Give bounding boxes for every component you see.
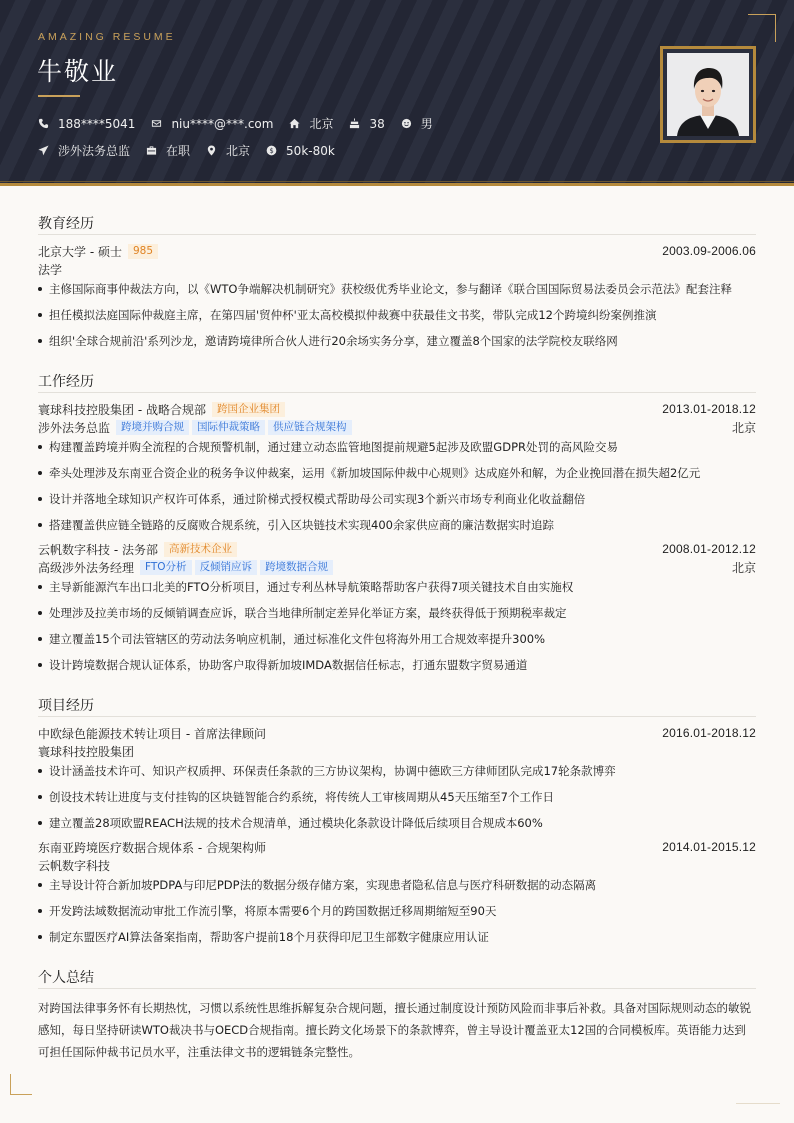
send-icon: [38, 145, 49, 156]
mail-icon: [151, 118, 162, 129]
phone-icon: [38, 118, 49, 129]
list-item: [38, 307, 756, 323]
bullet-dot: [38, 585, 42, 589]
list-item: [38, 281, 756, 297]
list-item: [38, 579, 756, 595]
bullet-dot: [38, 821, 42, 825]
corner-ornament: [10, 1074, 32, 1095]
svg-text:$: $: [269, 146, 274, 155]
bullet-text: 处理涉及拉美市场的反倾销调查应诉，联合当地律所制定差异化举证方案，最终获得低于预期税率裁定: [49, 606, 567, 620]
bullet-text: 搭建覆盖供应链全链路的反腐败合规系统，引入区块链技术实现400余家供应商的廉洁数据实时追踪: [49, 518, 554, 532]
intent-status: [146, 142, 190, 159]
bullet-dot: [38, 637, 42, 641]
contact-city: [289, 115, 333, 132]
project-name: 东南亚跨境医疗数据合规体系 - 合规架构师: [38, 840, 266, 855]
bullet-dot: [38, 909, 42, 913]
job-role-row: [38, 419, 756, 435]
bullet-text: 建立覆盖28项欧盟REACH法规的技术合规清单，通过模块化条款设计降低后续项目合规成本60%: [49, 816, 543, 830]
bullet-text: 构建覆盖跨境并购全流程的合规预警机制，通过建立动态监管地图提前规避5起涉及欧盟GDPR处罚的高风险交易: [49, 440, 619, 454]
education-header: [38, 243, 756, 259]
gender-value: 男: [420, 117, 433, 131]
project-org: 云帆数字科技: [38, 858, 111, 873]
project-header: [38, 725, 756, 741]
corner-ornament: [748, 14, 776, 42]
projects-section-title: 项目经历: [38, 698, 94, 714]
bullet-text: 担任模拟法庭国际仲裁庭主席，在第四届'贸仲杯'亚太高校模拟仲裁赛中获最佳文书奖，带队完成12个跨境纠纷案例推演: [49, 308, 657, 322]
job-location: 北京: [731, 560, 756, 575]
project-org: 寰球科技控股集团: [38, 744, 135, 759]
bullet-text: 设计并落地全球知识产权许可体系，通过阶梯式授权模式帮助母公司实现3个新兴市场专利商业化收益翻倍: [49, 492, 586, 506]
phone-value: 188****5041: [58, 116, 136, 131]
project-org-row: [38, 857, 756, 873]
project-header: [38, 839, 756, 855]
job-role-row: [38, 559, 756, 575]
contact-row: [38, 115, 449, 132]
job-role: 涉外法务总监: [38, 420, 111, 435]
skill-tag: 供应链合规架构: [268, 420, 352, 435]
project-date: 2014.01-2015.12: [662, 840, 756, 854]
list-item: [38, 815, 756, 831]
status-value: 在职: [166, 144, 191, 158]
bullet-text: 主修国际商事仲裁法方向，以《WTO争端解决机制研究》获校级优秀毕业论文，参与翻译《联合国国际贸易法委员会示范法》配套注释: [49, 282, 732, 296]
list-item: [38, 491, 756, 507]
job-company: 寰球科技控股集团 - 战略合规部: [38, 402, 206, 417]
bullet-dot: [38, 523, 42, 527]
work-section-rule: [38, 392, 756, 393]
bullet-dot: [38, 497, 42, 501]
summary-section-rule: [38, 988, 756, 989]
bullet-text: 创设技术转让进度与支付挂钩的区块链智能合约系统，将传统人工审核周期从45天压缩至7个工作日: [49, 790, 554, 804]
list-item: [38, 657, 756, 673]
list-item: [38, 789, 756, 805]
email-value: niu****@***.com: [171, 116, 274, 131]
work-section-title: 工作经历: [38, 374, 94, 390]
briefcase-icon: [146, 145, 157, 156]
skill-tag: FTO分析: [140, 560, 192, 575]
cake-icon: [349, 118, 360, 129]
list-item: [38, 763, 756, 779]
education-section-rule: [38, 234, 756, 235]
list-item: [38, 631, 756, 647]
job-location: 北京: [731, 420, 756, 435]
intent-city: [206, 142, 250, 159]
profile-photo-frame: [660, 46, 756, 143]
list-item: [38, 333, 756, 349]
home-icon: [289, 118, 300, 129]
resume-header: [0, 0, 794, 186]
bullet-text: 设计跨境数据合规认证体系，协助客户取得新加坡IMDA数据信任标志，打通东盟数字贸易通道: [49, 658, 528, 672]
bullet-dot: [38, 935, 42, 939]
education-tag: 985: [128, 244, 158, 259]
bullet-dot: [38, 287, 42, 291]
header-divider: [0, 181, 794, 182]
job-header: [38, 401, 756, 417]
contact-email: [151, 117, 273, 131]
list-item: [38, 929, 756, 945]
list-item: [38, 517, 756, 533]
job-date: 2008.01-2012.12: [662, 542, 756, 556]
contact-gender: [401, 115, 433, 132]
bullet-text: 组织'全球合规前沿'系列沙龙，邀请跨境律所合伙人进行20余场实务分享，建立覆盖8个国家的法学院校友联络网: [49, 334, 618, 348]
education-school: 北京大学 - 硕士: [38, 244, 122, 259]
resume-tagline: AMAZING RESUME: [38, 31, 176, 43]
summary-section-title: 个人总结: [38, 970, 94, 986]
bullet-dot: [38, 883, 42, 887]
bullet-dot: [38, 769, 42, 773]
salary-value: 50k-80k: [286, 143, 335, 158]
location-pin-icon: [206, 145, 217, 156]
money-icon: [266, 145, 277, 156]
projects-section-rule: [38, 716, 756, 717]
project-date: 2016.01-2018.12: [662, 726, 756, 740]
education-major-row: [38, 261, 756, 277]
skill-tag: 反倾销应诉: [195, 560, 258, 575]
bullet-text: 牵头处理涉及东南亚合资企业的税务争议仲裁案，运用《新加坡国际仲裁中心规则》达成庭外和解，为企业挽回潜在损失超2亿元: [49, 466, 701, 480]
bullet-dot: [38, 339, 42, 343]
city-value: 北京: [309, 117, 334, 131]
skill-tag: 跨境数据合规: [260, 560, 333, 575]
intent-position: [38, 142, 130, 159]
bullet-text: 制定东盟医疗AI算法备案指南，帮助客户提前18个月获得印尼卫生部数字健康应用认证: [49, 930, 489, 944]
position-value: 涉外法务总监: [58, 144, 131, 158]
bullet-dot: [38, 313, 42, 317]
bullet-dot: [38, 795, 42, 799]
bullet-text: 建立覆盖15个司法管辖区的劳动法务响应机制，通过标准化文件包将海外用工合规效率提升300%: [49, 632, 546, 646]
list-item: [38, 439, 756, 455]
project-org-row: [38, 743, 756, 759]
summary-text: 对跨国法律事务怀有长期热忱，习惯以系统性思维拆解复杂合规问题，擅长通过制度设计预防风险而非事后补救。具备对国际规则动态的敏锐感知，每日坚持研读WTO裁决书与OECD合规指南。擅长跨文化场景下的条款博弈，曾主导设计覆盖亚太12国的合同模板库。英语能力达到可担任国际仲裁书记员水平，注重法律文书的逻辑链条完整性。: [38, 1001, 751, 1059]
bullet-dot: [38, 445, 42, 449]
education-section-title: 教育经历: [38, 216, 94, 232]
gender-icon: [401, 118, 412, 129]
list-item: [38, 877, 756, 893]
education-major: 法学: [38, 262, 63, 277]
bullet-text: 设计涵盖技术许可、知识产权质押、环保责任条款的三方协议架构，协调中德欧三方律师团队完成17轮条款博弈: [49, 764, 616, 778]
job-header: [38, 541, 756, 557]
list-item: [38, 903, 756, 919]
company-tag: 高新技术企业: [164, 542, 237, 557]
name-underline: [38, 95, 80, 97]
bullet-text: 主导设计符合新加坡PDPA与印尼PDP法的数据分级存储方案，实现患者隐私信息与医疗科研数据的动态隔离: [49, 878, 597, 892]
candidate-name: 牛敬业: [37, 57, 119, 86]
footer-rule: [736, 1103, 780, 1104]
profile-photo: [667, 53, 749, 136]
intent-salary: [266, 144, 335, 158]
skill-tag: 跨境并购合规: [116, 420, 189, 435]
contact-age: [349, 117, 384, 131]
intent-city-value: 北京: [226, 144, 251, 158]
company-tag: 跨国企业集团: [212, 402, 285, 417]
bullet-dot: [38, 471, 42, 475]
bullet-text: 主导新能源汽车出口北美的FTO分析项目，通过专利丛林导航策略帮助客户获得7项关键技术自由实施权: [49, 580, 574, 594]
job-role: 高级涉外法务经理: [38, 560, 135, 575]
job-date: 2013.01-2018.12: [662, 402, 756, 416]
list-item: [38, 605, 756, 621]
intent-row: [38, 142, 351, 159]
skill-tag: 国际仲裁策略: [192, 420, 265, 435]
age-value: 38: [369, 116, 385, 131]
bullet-dot: [38, 611, 42, 615]
project-name: 中欧绿色能源技术转让项目 - 首席法律顾问: [38, 726, 266, 741]
bullet-dot: [38, 663, 42, 667]
education-date: 2003.09-2006.06: [662, 244, 756, 258]
list-item: [38, 465, 756, 481]
bullet-text: 开发跨法域数据流动审批工作流引擎，将原本需要6个月的跨国数据迁移周期缩短至90天: [49, 904, 497, 918]
job-company: 云帆数字科技 - 法务部: [38, 542, 158, 557]
contact-phone: [38, 117, 135, 131]
